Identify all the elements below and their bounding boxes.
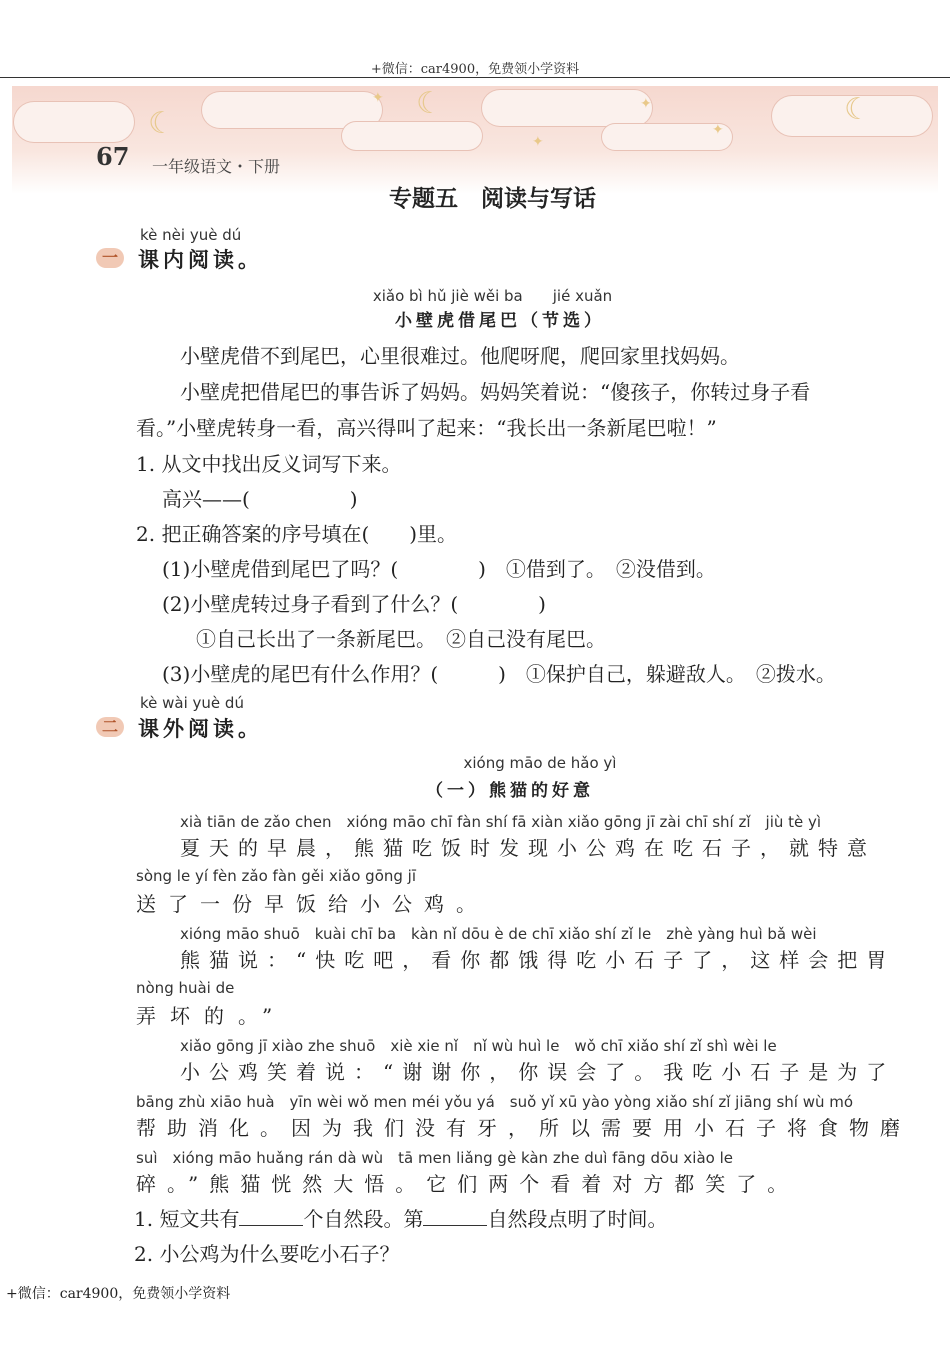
passage2-line-pinyin: sòng le yí fèn zǎo fàn gěi xiǎo gōng jī [136,867,417,885]
passage1-title-pinyin: xiǎo bì hǔ jiè wěi ba jié xuǎn [372,287,613,305]
passage1-paragraph: 看。”小壁虎转身一看，高兴得叫了起来：“我长出一条新尾巴啦！” [136,416,717,440]
section2-pinyin: kè wài yuè dú [140,694,244,712]
passage2-line-pinyin: xiǎo gōng jī xiào zhe shuō xiè xie nǐ nǐ wù huì le wǒ chī xiǎo shí zǐ shì wèi le [180,1037,777,1055]
section1-pinyin: kè nèi yuè dú [140,226,242,244]
footer-watermark-note: +微信：car4900，免费领小学资料 [6,1286,231,1302]
passage2-line-text: 小公鸡笑着说：“谢谢你，你误会了。我吃小石子是为了 [180,1060,896,1084]
question-1-answer: 高兴——( ) [162,487,358,511]
question-text: 1. 短文共有 [134,1207,240,1231]
answer-blank[interactable] [239,1225,303,1226]
section1-badge: 一 [96,248,124,268]
grade-label: 一年级语文・下册 [152,157,281,176]
passage2-line-pinyin: xià tiān de zǎo chen xióng māo chī fàn shí fā xiàn xiǎo gōng jī zài chī shí zǐ jiù tè yì [180,813,822,831]
passage2-title-pinyin: xióng māo de hǎo yì [463,754,617,772]
question-text: 个自然段。第 [303,1207,424,1231]
passage2-line-text: 弄坏的。” [136,1004,287,1028]
passage2-question-2: 2. 小公鸡为什么要吃小石子？ [134,1242,400,1266]
passage1-paragraph: 小壁虎借不到尾巴，心里很难过。他爬呀爬，爬回家里找妈妈。 [180,344,740,368]
question-2-1: (1)小壁虎借到尾巴了吗？( ) ①借到了。 ②没借到。 [162,557,716,581]
passage1-title: 小壁虎借尾巴（节选） [395,311,605,331]
moon-icon: ☾ [416,86,443,121]
star-icon: ✦ [640,96,652,112]
star-icon: ✦ [712,122,724,138]
header-banner [12,86,938,194]
passage2-line-pinyin: nòng huài de [136,979,235,997]
page-title: 专题五 阅读与写话 [389,185,596,212]
passage2-line-pinyin: suì xióng māo huǎng rán dà wù tā men liǎng gè kàn zhe duì fāng dōu xiào le [136,1149,733,1167]
question-2: 2. 把正确答案的序号填在( )里。 [136,522,458,546]
question-2-2-options: ①自己长出了一条新尾巴。 ②自己没有尾巴。 [196,627,606,651]
passage2-line-text: 送了一份早饭给小公鸡。 [136,892,488,916]
top-divider [0,77,950,78]
section2-badge: 二 [96,717,124,737]
cloud-decoration [342,122,482,150]
passage1-paragraph: 小壁虎把借尾巴的事告诉了妈妈。妈妈笑着说：“傻孩子，你转过身子看 [180,380,811,404]
top-watermark-note: +微信：car4900，免费领小学资料 [370,62,580,77]
cloud-decoration [482,90,652,126]
page-number: 67 [96,142,130,171]
star-icon: ✦ [372,90,384,106]
passage2-line-text: 碎。”熊猫恍然大悟。它们两个看着对方都笑了。 [136,1172,799,1196]
section2-heading: 课外阅读。 [138,717,263,741]
question-2-3: (3)小壁虎的尾巴有什么作用？( ) ①保护自己，躲避敌人。 ②拨水。 [162,662,836,686]
question-text: 自然段点明了时间。 [487,1207,668,1231]
passage2-question-1 [134,1203,667,1232]
section1-heading: 课内阅读。 [138,248,263,272]
moon-icon: ☾ [148,106,175,141]
question-1: 1. 从文中找出反义词写下来。 [136,452,402,476]
cloud-decoration [14,102,134,142]
passage2-line-text: 夏天的早晨，熊猫吃饭时发现小公鸡在吃石子，就特意 [180,836,876,860]
passage2-line-text: 熊猫说：“快吃吧，看你都饿得吃小石子了，这样会把胃 [180,948,896,972]
passage2-line-pinyin: bāng zhù xiāo huà yīn wèi wǒ men méi yǒu yá suǒ yǐ xū yào yòng xiǎo shí zǐ jiāng shí wù mó [136,1093,854,1111]
question-2-2: (2)小壁虎转过身子看到了什么？( ) [162,592,546,616]
passage2-line-pinyin: xióng māo shuō kuài chī ba kàn nǐ dōu è de chī xiǎo shí zǐ le zhè yàng huì bǎ wèi [180,925,817,943]
passage2-line-text: 帮助消化。因为我们没有牙，所以需要用小石子将食物磨 [136,1116,911,1140]
passage2-title: （一）熊猫的好意 [426,781,594,801]
answer-blank[interactable] [423,1225,487,1226]
star-icon: ✦ [532,134,544,150]
moon-icon: ☾ [844,92,871,127]
